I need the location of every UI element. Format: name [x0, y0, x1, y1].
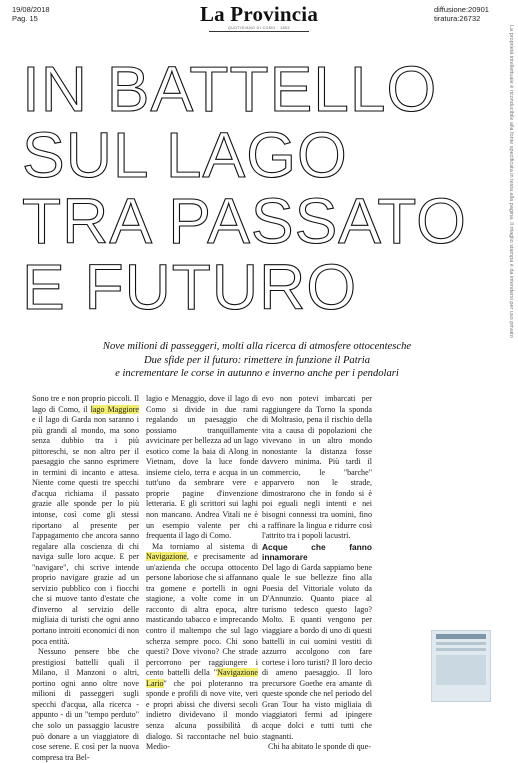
page-number: Pag. 15 — [12, 14, 38, 23]
issue-date: 19/08/2018 — [12, 5, 50, 14]
paragraph: Del lago di Garda sappiamo bene quale le sue bellezze fino alla Poesia del Vittoriale voluto da D'Annunzio. Quanto piace al turismo tedesco questo lago? Molto. E quanti vengono per viaggiare a bordo di uno di questi battelli in cui uomini vestiti di azzurro accolgono con fare cortese i loro turisti? Il loro decio di ameno paesaggio. Il loro precursore Goethe era amante di queste sponde che nel periodo del Gran Tour ha visto migliaia di viaggiatori fermi ad ipingere acque dolci e tutti tutti che stagnanti. — [262, 562, 372, 741]
paragraph: Ma torniamo al sistema di Navigazione, e precisamente ad un'azienda che occupa ottocento persone laboriose che si affannano tra gomene e portelli in ogni stagione, a volte come in un racconto di altra epoca, altre masticando tabacco e imprecando contro il maltempo che sul lago scherza sempre poco. Chi sono questi? Dove vivono? Che strade percorrono per raggiungere i cento battelli della "Navigazione Lario" che poi ploteranno tra sponde e profili di nove vite, veri e propri abissi che diversi secoli indietro dividevano il mondo senza alcuna possibilità di dialogo. Sì raccontache nel buio Medio- — [146, 541, 258, 752]
headline — [22, 53, 467, 323]
highlighted-term: lago Maggiore — [90, 404, 139, 414]
header-right — [434, 5, 504, 23]
article-column-1 — [32, 394, 139, 762]
paragraph: Sono tre e non proprio piccoli. Il lago di Como, il lago Maggiore e il lago di Garda non saranno i più grandi al mondo, ma sono senza dubbio tra i più pittoreschi, se non altro per il paesaggio che sanno esprimere in termini di incanto e attesa. Niente come questi tre specchi d'acqua richiama il passato grazie alle sponde per lo più intonse, così come gli stessi riportano al presente per l'appagamento che ancora sanno regalare alla coscienza di chi naviga sulle loro acque. E per "navigare", chi scrive intende proprio navigare grazie ad un servizio pubblico con i fiocchi che si muove tanto d'estate che d'inverno al servizio delle migliaia di turisti che ogni anno portano introiti economici di non poca entità. — [32, 394, 139, 646]
paragraph: lagio e Menaggio, dove il lago di Como si divide in due rami regalando un paesaggio che possiamo tranquillamente avvicinare per bellezza ad un lago esotico come la baia di Along in Vietnam, dove la luce fonde insieme cielo, terra e acqua in un tutt'uno da sembrare vere e proprie pagine d'invenzione letteraria. E gli scrittori sui laghi non mancano. Andrea Vitali ne è un esempio valente per chi frequenta il lago di Como. — [146, 394, 258, 541]
paragraph: Nessuno pensere bbe che prestigiosi battelli quali il Milano, il Manzoni o altri, portino ogni anno oltre nove milioni di passeggeri sugli specchi d'acqua, alla ricerca - appunto - di un "tempo perduto" che solo un passaggio lacustre può donare a un viaggiatore di cose serene. E così per la nuova compresa tra Bel- — [32, 647, 139, 762]
highlighted-term: Navigazione Lario — [146, 668, 258, 688]
copyright-side-note: La proprietà intellettuale è riconducibile alla fonte specificata in testa alla pagina. Il ritaglio stampa è da intendersi per uso privato — [508, 25, 514, 338]
masthead-tagline: QUOTIDIANO DI COMO · 1892 — [228, 26, 290, 30]
section-subtitle: Acque che fanno innamorare — [262, 541, 372, 563]
publication-name: La Provincia — [199, 2, 319, 26]
subhead — [22, 340, 492, 381]
headline-line-2: SUL LAGO — [22, 119, 348, 191]
highlighted-term: Navigazione — [146, 552, 187, 562]
circulation-figure: diffusione:20901 — [434, 5, 489, 14]
masthead-rule — [209, 31, 309, 32]
headline-line-4: E FUTURO — [22, 251, 358, 323]
page-thumbnail — [431, 630, 491, 702]
subhead-line-1: Nove milioni di passeggeri, molti alla ricerca di atmosfere ottocentesche — [102, 341, 412, 352]
print-run-figure: tiratura:26732 — [434, 14, 481, 23]
subhead-line-3: e incrementare le corse in autunno e inverno anche per i pendolari — [115, 368, 399, 379]
paragraph: Chi ha abitato le sponde di que- — [268, 742, 371, 752]
subhead-line-2: Due sfide per il futuro: rimettere in funzione il Patria — [143, 354, 371, 366]
paragraph: evo non potevi imbarcati per raggiungere da Torno la sponda di Moltrasio, pena il rischio della vita a causa di popolazioni che vivevano in un altro mondo nonostante la distanza fosse davvero minima. Più tardi il commercio, le "barche" apparvero non le strade, dimostrarono che in fondo si è poi eguali negli intenti e nei bisogni connessi tra uomini, fino a raffinare la lingua e ridurre così l'attrito tra i popoli lacustri. — [262, 394, 372, 541]
headline-line-1: IN BATTELLO — [22, 53, 438, 125]
headline-line-3: TRA PASSATO — [22, 185, 467, 257]
article-column-3 — [262, 394, 372, 752]
article-column-2 — [146, 394, 258, 752]
